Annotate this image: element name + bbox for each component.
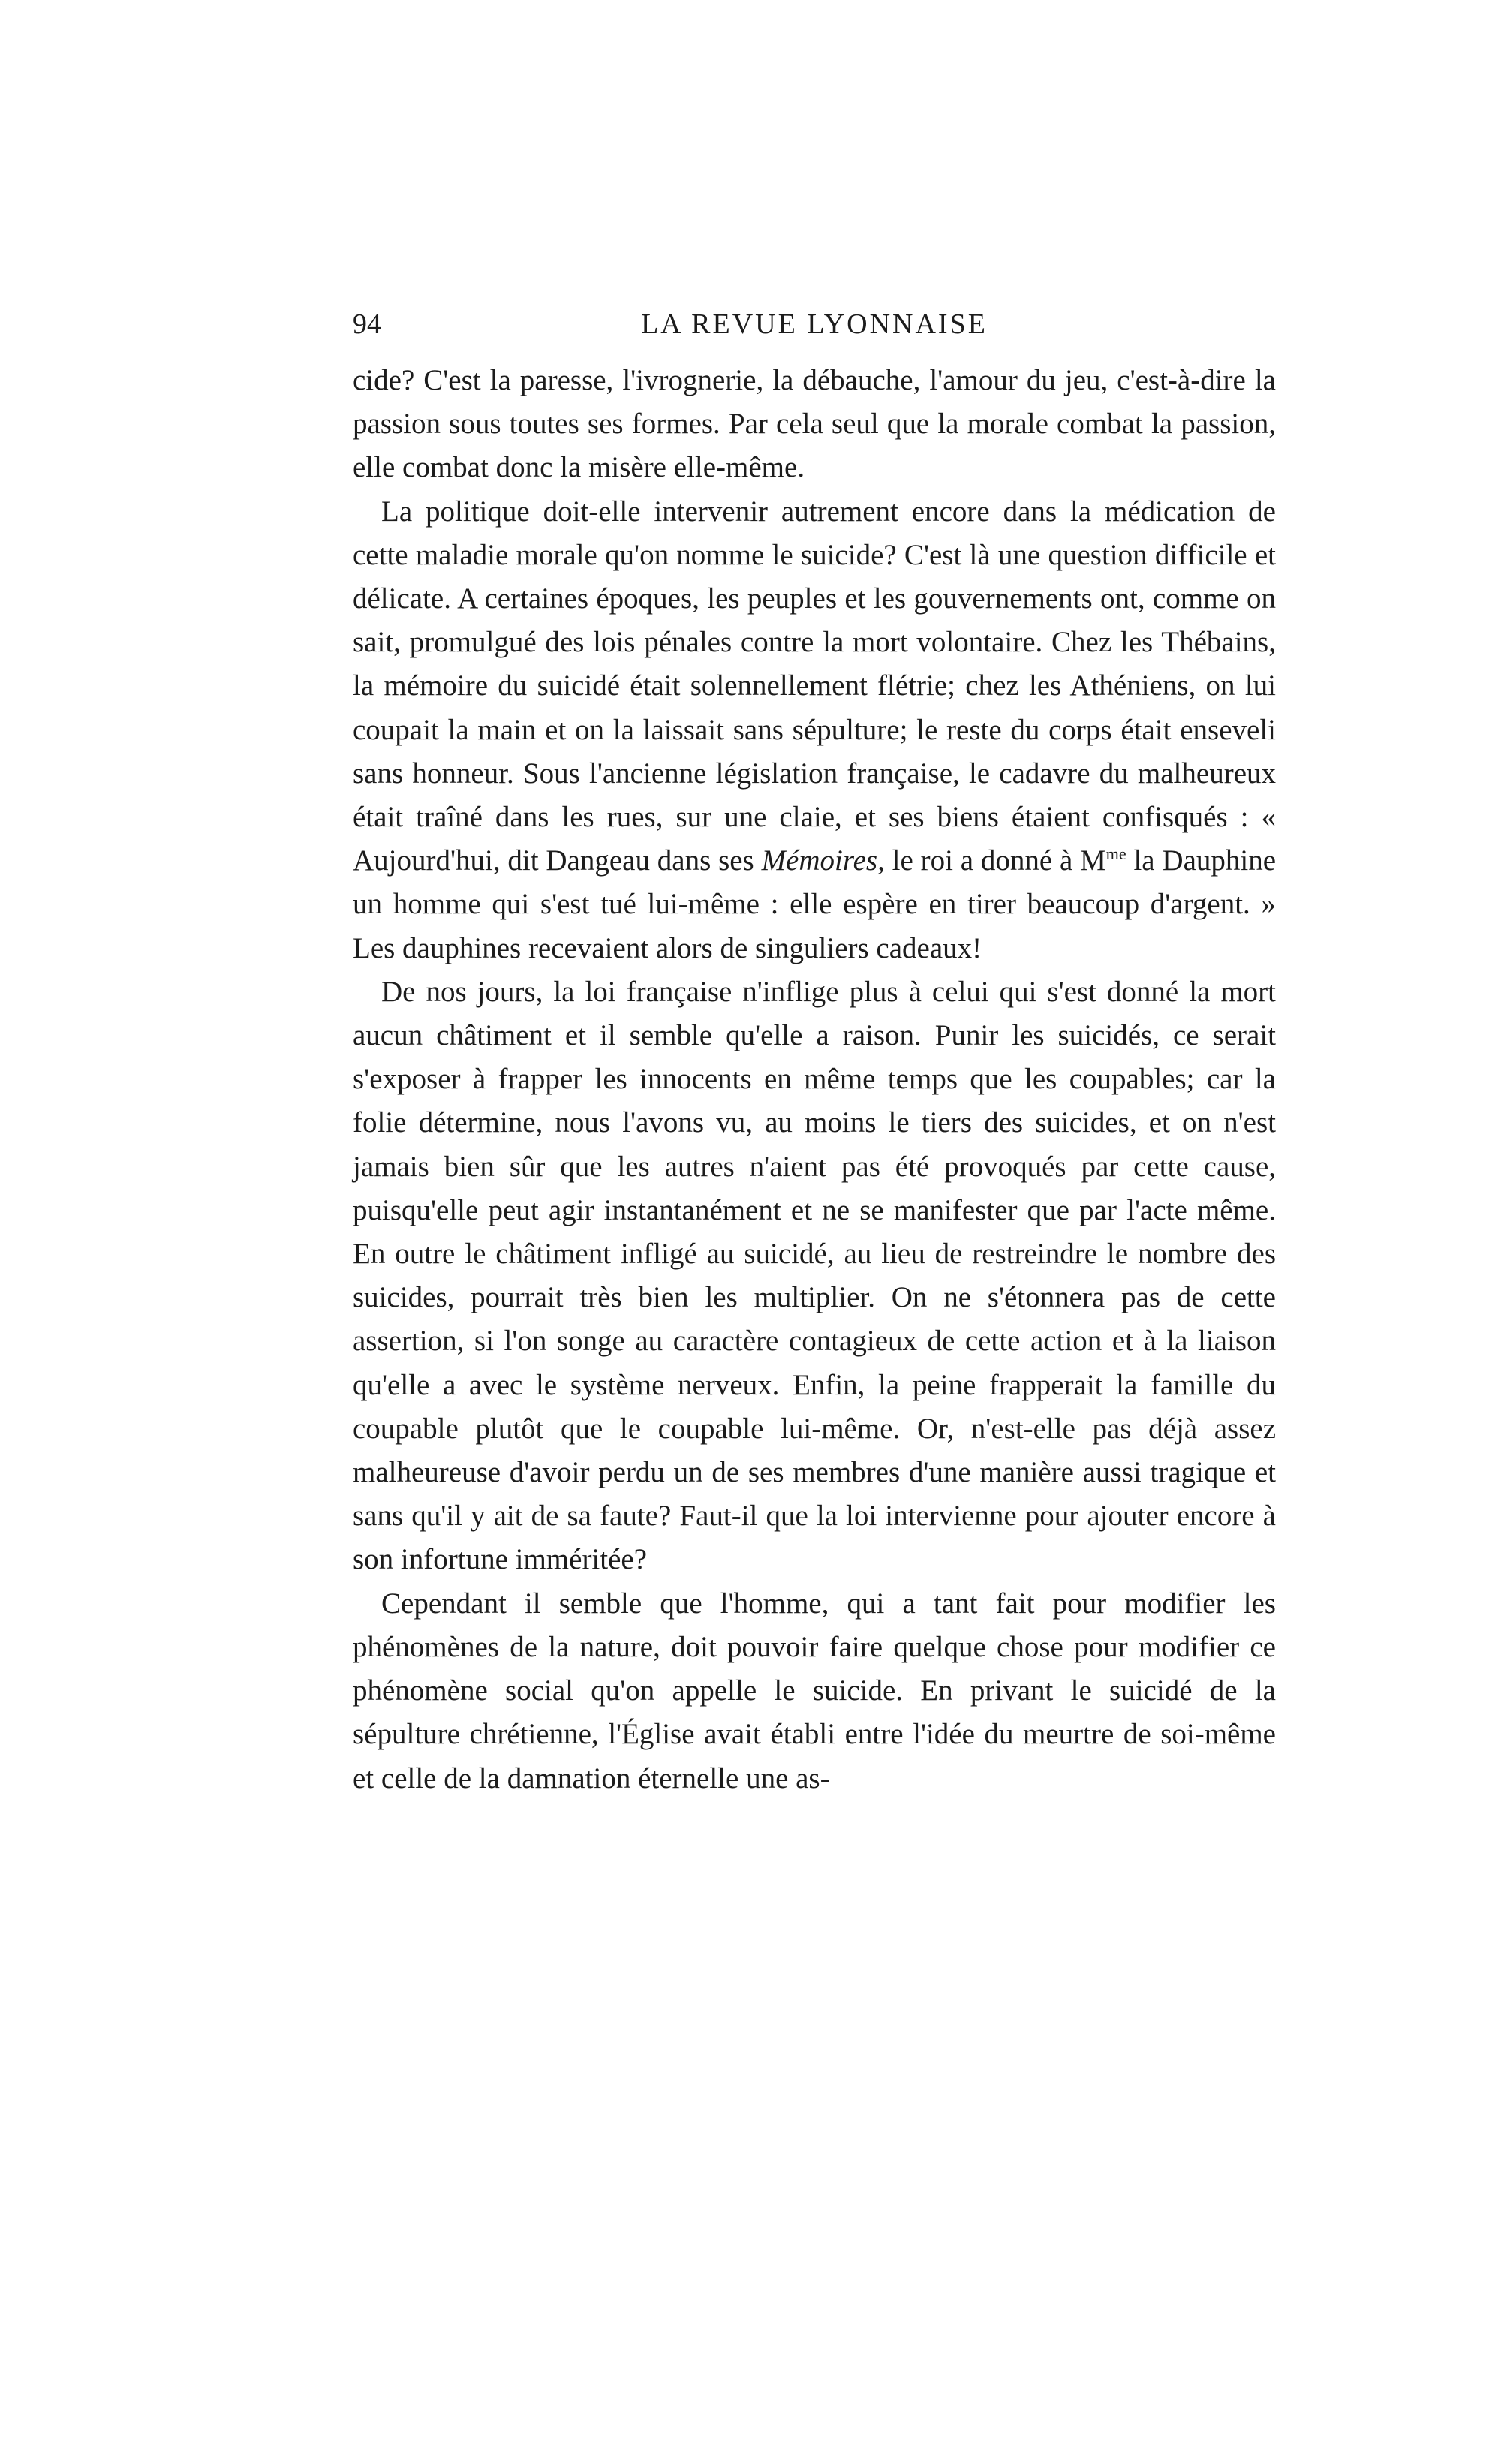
page-header (353, 308, 1276, 353)
superscript-me: me (1105, 844, 1126, 864)
paragraph-2 (353, 490, 1276, 970)
paragraph-4: Cependant il semble que l'homme, qui a tant fait pour modifier les phénomènes de la nature, doit pouvoir faire quelque chose pour modifier ce phénomène social qu'on appelle le suicide. En privant le suicidé de la sépulture chrétienne, l'Église avait établi entre l'idée du meurtre de soi-même et celle de la damnation éternelle une as- (353, 1587, 1276, 1795)
memoires-italic: Mémoires, (761, 844, 885, 877)
running-title: LA REVUE LYONNAISE (641, 308, 988, 340)
paragraph-2-text-end: la Dauphine un homme qui s'est tué lui-même : elle espère en tirer beaucoup d'argent. » Les dauphines recevaient alors de singuliers cadeaux! (353, 844, 1277, 964)
paragraph-1: cide? C'est la paresse, l'ivrognerie, la débauche, l'amour du jeu, c'est-à-dire la passion sous toutes ses formes. Par cela seul que la morale combat la passion, elle combat donc la misère elle-même. (353, 364, 1276, 484)
body-text (353, 359, 1276, 1801)
page-number: 94 (353, 308, 381, 340)
paragraph-2-text-after: le roi a donné à M (892, 844, 1106, 877)
paragraph-3: De nos jours, la loi française n'inflige plus à celui qui s'est donné la mort aucun châtiment et il semble qu'elle a raison. Punir les suicidés, ce serait s'exposer à frapper les innocents en même temps que les coupables; car la folie détermine, nous l'avons vu, au moins le tiers des suicides, et on n'est jamais bien sûr que les autres n'aient pas été provoqués par cette cause, puisqu'elle peut agir instantanément et ne se manifester que par l'acte même. En outre le châtiment infligé au suicidé, au lieu de restreindre le nombre des suicides, pourrait très bien les multiplier. On ne s'étonnera pas de cette assertion, si l'on songe au caractère contagieux de cette action et à la liaison qu'elle a avec le système nerveux. Enfin, la peine frapperait la famille du coupable plutôt que le coupable lui-même. Or, n'est-elle pas déjà assez malheureuse d'avoir perdu un de ses membres d'une manière aussi tragique et sans qu'il y ait de sa faute? Faut-il que la loi intervienne pour ajouter encore à son infortune imméritée? (353, 975, 1276, 1576)
paragraph-2-text: La politique doit-elle intervenir autrement encore dans la médication de cette maladie morale qu'on nomme le suicide? C'est là une question difficile et délicate. A certaines époques, les peuples et les gouvernements ont, comme on sait, promulgué des lois pénales contre la mort volontaire. Chez les Thébains, la mémoire du suicidé était solennellement flétrie; chez les Athéniens, on lui coupait la main et on la laissait sans sépulture; le reste du corps était enseveli sans honneur. Sous l'ancienne législation française, le cadavre du malheureux était traîné dans les rues, sur une claie, et ses biens étaient confisqués : « Aujourd'hui, dit Dangeau dans ses (353, 495, 1276, 877)
